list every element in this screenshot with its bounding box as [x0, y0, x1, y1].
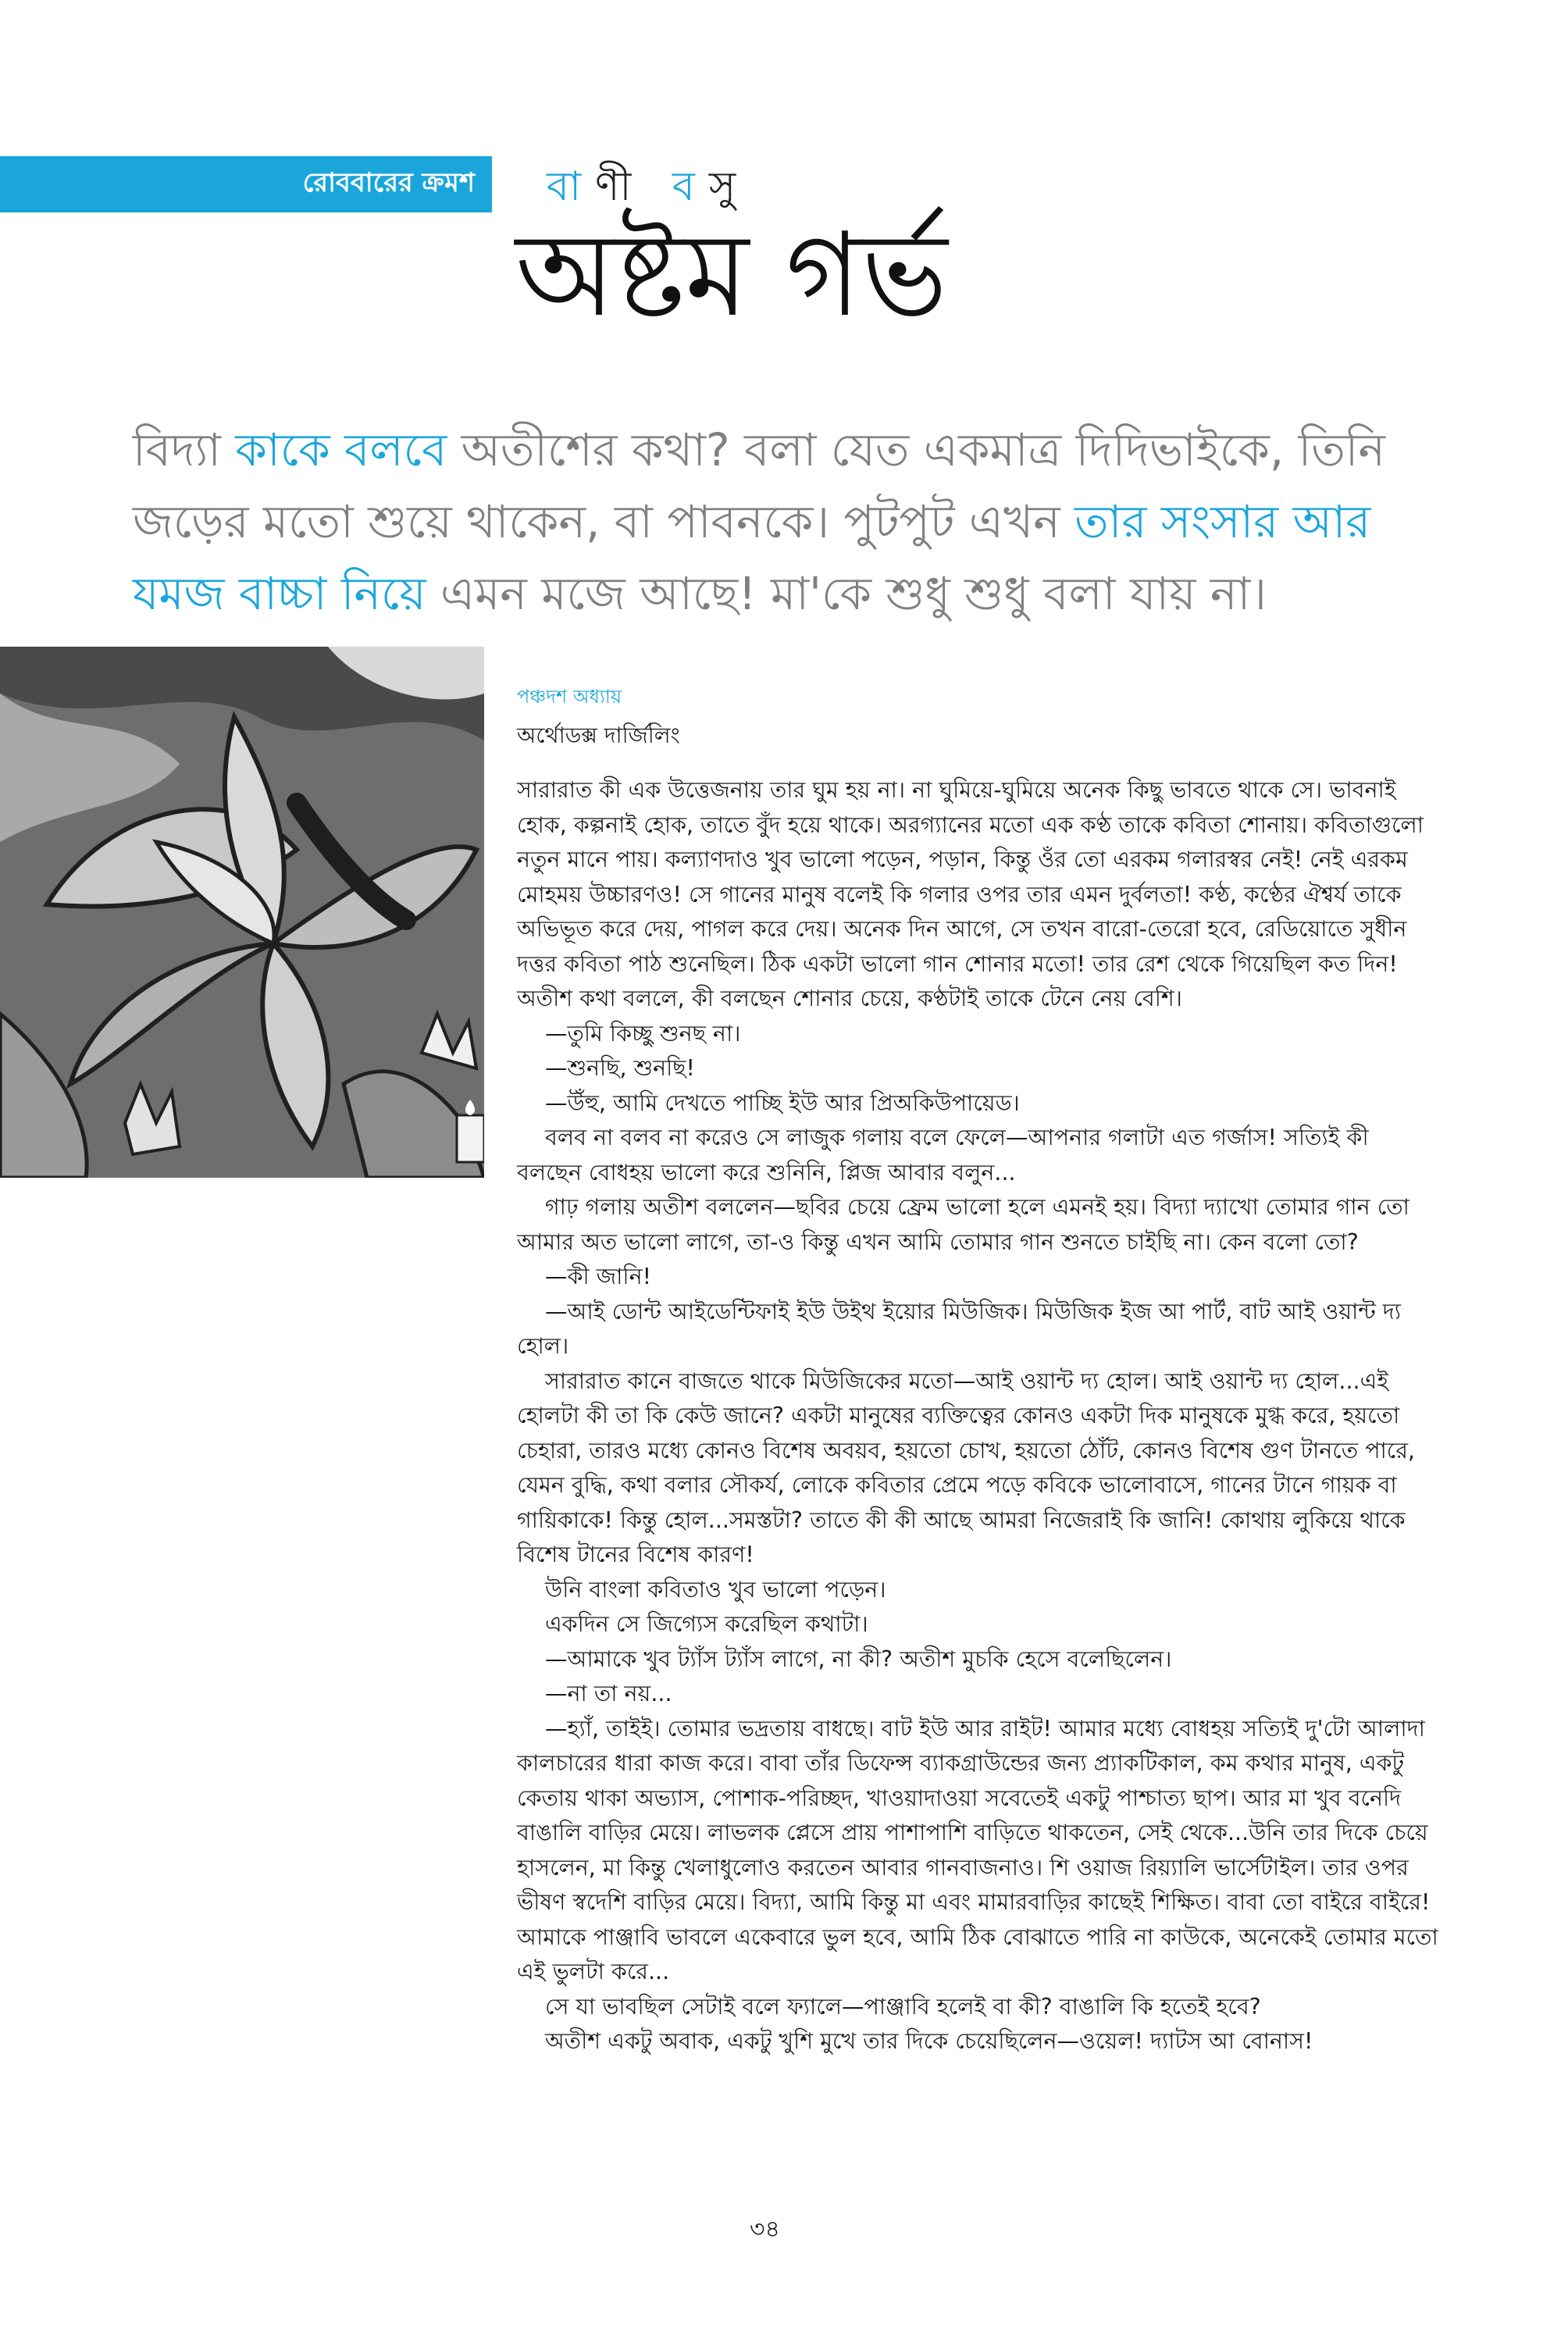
lede-text: বিদ্যা [133, 423, 236, 476]
body-paragraph: —কী জানি! [545, 1264, 652, 1289]
body-paragraph: একদিন সে জিগ্যেস করেছিল কথাটা। [545, 1611, 868, 1637]
body-paragraph: —উঁহু, আমি দেখতে পাচ্ছি ইউ আর প্রিঅকিউপায়েড। [545, 1089, 1020, 1116]
body-paragraph: অতীশ একটু অবাক, একটু খুশি মুখে তার দিকে চেয়েছিলেন—ওয়েল! দ্যাটস আ বোনাস! [545, 2028, 1313, 2054]
body-paragraph: —আমাকে খুব ট্যাঁস ট্যাঁস লাগে, না কী? অতীশ মুচকি হেসে বলেছিলেন। [545, 1646, 1172, 1672]
lede-highlight: কাকে বলবে [235, 423, 447, 476]
author-name-part: ব [672, 163, 709, 210]
author-name-part: সু [708, 163, 750, 210]
lily-flower-illustration-icon [0, 647, 484, 1178]
section-label-band [0, 156, 492, 212]
lede-paragraph [133, 414, 1445, 629]
body-paragraph: —শুনছি, শুনছি! [545, 1055, 695, 1081]
story-body [517, 773, 1438, 2059]
author-name-part: বা [547, 163, 596, 210]
page-number: ৩৪ [750, 2216, 780, 2243]
chapter-label: পঞ্চদশ অধ্যায় [517, 686, 622, 708]
body-paragraph: —তুমি কিচ্ছু শুনছ না। [545, 1020, 741, 1047]
body-paragraph: —না তা নয়... [545, 1681, 672, 1706]
lede-text: অতীশের কথা? বলা যেত একমাত্র দিদিভাইকে, তিনি জড়ের মতো শুয়ে থাকেন, বা পাবনকে। পুটপুট এখন [133, 423, 1385, 548]
story-title: অষ্টম গর্ভ [515, 208, 948, 342]
body-paragraph: সারারাত কী এক উত্তেজনায় তার ঘুম হয় না। না ঘুমিয়ে-ঘুমিয়ে অনেক কিছু ভাবতে থাকে সে। ভাবনাই হোক, কল্পনাই হোক, তাতে বুঁদ হয়ে থাকে। অরগ্যানের মতো এক কণ্ঠ তাকে কবিতা শোনায়। কবিতাগুলো নতুন মানে পায়। কল্যাণদাও খুব ভালো পড়েন, পড়ান, কিন্তু ওঁর তো এরকম গলারস্বর নেই! নেই এরকম মোহময় উচ্চারণও! সে গানের মানুষ বলেই কি গলার ওপর তার এমন দুর্বলতা! কণ্ঠ, কণ্ঠের ঐশ্বর্য তাকে অভিভূত করে দেয়, পাগল করে দেয়। অনেক দিন আগে, সে তখন বারো-তেরো হবে, রেডিয়োতে সুধীন দত্তর কবিতা পাঠ শুনেছিল। ঠিক একটা ভালো গান শোনার মতো! তার রেশ থেকে গিয়েছিল কত দিন! অতীশ কথা বললে, কী বলছেন শোনার চেয়ে, কণ্ঠটাই তাকে টেনে নেয় বেশি। [517, 777, 1424, 1011]
body-paragraph: —আই ডোন্ট আইডেন্টিফাই ইউ উইথ ইয়োর মিউজিক। মিউজিক ইজ আ পার্ট, বাট আই ওয়ান্ট দ্য হোল। [517, 1298, 1402, 1359]
chapter-subtitle: অর্থোডক্স দার্জিলিং [517, 722, 680, 748]
body-paragraph: বলব না বলব না করেও সে লাজুক গলায় বলে ফেলে—আপনার গলাটা এত গর্জাস! সত্যিই কী বলছেন বোধহয় ভালো করে শুনিনি, প্লিজ আবার বলুন... [517, 1125, 1369, 1186]
body-paragraph: সারারাত কানে বাজতে থাকে মিউজিকের মতো—আই ওয়ান্ট দ্য হোল। আই ওয়ান্ট দ্য হোল...এই হোলটা কী তা কি কেউ জানে? একটা মানুষের ব্যক্তিত্বের কোনও একটা দিক মানুষকে মুগ্ধ করে, হয়তো চেহারা, তারও মধ্যে কোনও বিশেষ অবয়ব, হয়তো চোখ, হয়তো ঠোঁট, কোনও বিশেষ গুণ টানতে পারে, যেমন বুদ্ধি, কথা বলার সৌকর্য, লোকে কবিতার প্রেমে পড়ে কবিকে ভালোবাসে, গানের টানে গায়ক বা গায়িকাকে! কিন্তু হোল...সমস্তটা? তাতে কী কী আছে আমরা নিজেরাই কি জানি! কোথায় লুকিয়ে থাকে বিশেষ টানের বিশেষ কারণ! [517, 1368, 1415, 1567]
lede-highlight: তার সংসার আর যমজ বাচ্চা নিয়ে [133, 495, 1371, 620]
lede-text: এমন মজে আছে! মা'কে শুধু শুধু বলা যায় না। [426, 567, 1267, 620]
section-label: রোববারের ক্রমশ [302, 166, 475, 198]
body-paragraph: উনি বাংলা কবিতাও খুব ভালো পড়েন। [545, 1576, 886, 1603]
body-paragraph: গাঢ় গলায় অতীশ বললেন—ছবির চেয়ে ফ্রেম ভালো হলে এমনই হয়। বিদ্যা দ্যাখো তোমার গান তো আমার অত ভালো লাগে, তা-ও কিন্তু এখন আমি তোমার গান শুনতে চাইছি না। কেন বলো তো? [517, 1194, 1409, 1255]
body-paragraph: সে যা ভাবছিল সেটাই বলে ফ্যালে—পাঞ্জাবি হলেই বা কী? বাঙালি কি হতেই হবে? [545, 1993, 1261, 2020]
body-paragraph: —হ্যাঁ, তাইই। তোমার ভদ্রতায় বাধছে। বাট ইউ আর রাইট! আমার মধ্যে বোধহয় সত্যিই দু'টো আলাদা কালচারের ধারা কাজ করে। বাবা তাঁর ডিফেন্স ব্যাকগ্রাউন্ডের জন্য প্র্যাকটিকাল, কম কথার মানুষ, একটু কেতায় থাকা অভ্যাস, পোশাক-পরিচ্ছদ, খাওয়াদাওয়া সবেতেই একটু পাশ্চাত্য ছাপ। আর মা খুব বনেদি বাঙালি বাড়ির মেয়ে। লাভলক প্লেসে প্রায় পাশাপাশি বাড়িতে থাকতেন, সেই থেকে...উনি তার দিকে চেয়ে হাসলেন, মা কিন্তু খেলাধুলোও করতেন আবার গানবাজনাও। শি ওয়াজ রিয়্যালি ভার্সেটাইল। তার ওপর ভীষণ স্বদেশি বাড়ির মেয়ে। বিদ্যা, আমি কিন্তু মা এবং মামারবাড়ির কাছেই শিক্ষিত। বাবা তো বাইরে বাইরে! আমাকে পাঞ্জাবি ভাবলে একেবারে ভুল হবে, আমি ঠিক বোঝাতে পারি না কাউকে, অনেকেই তোমার মতো এই ভুলটা করে... [517, 1715, 1438, 1984]
author-name-part: ণী [595, 163, 646, 210]
